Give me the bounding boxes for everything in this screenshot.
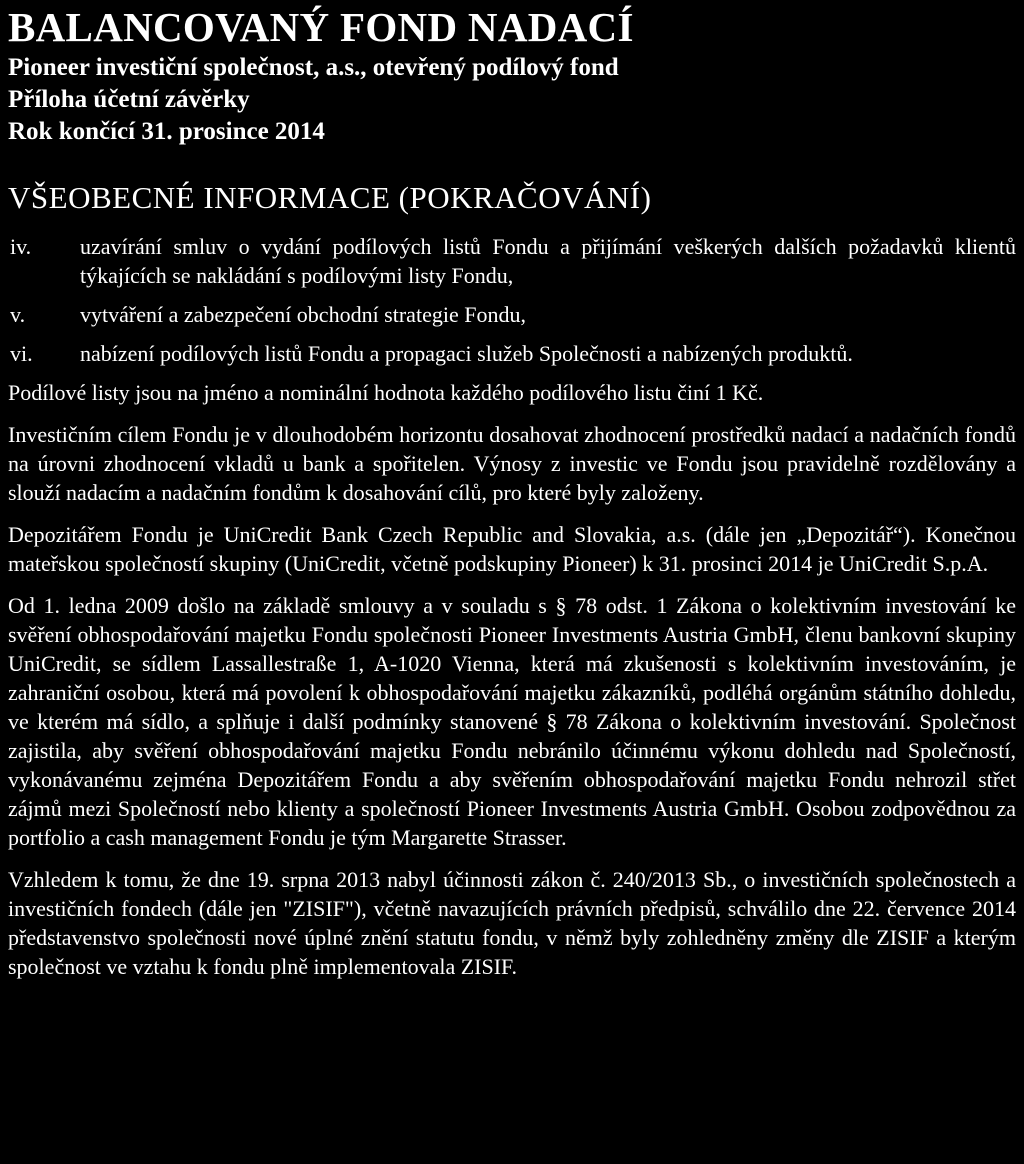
list-marker: iv.: [10, 234, 32, 259]
list-item-text: vytváření a zabezpečení obchodní strategie Fondu,: [80, 302, 526, 327]
list-marker: v.: [10, 302, 26, 327]
list-item: [8, 300, 1016, 329]
paragraph-management-delegation: Od 1. ledna 2009 došlo na základě smlouvy a v souladu s § 78 odst. 1 Zákona o kolektivním investování ke svěření obhospodařování majetku Fondu společnosti Pioneer Investments Austria GmbH, členu bankovní skupiny UniCredit, se sídlem Lassallestraße 1, A-1020 Vienna, která má zkušenosti s kolektivním investováním, je zahraniční osobou, která má povolení k obhospodařování majetku zákazníků, podléhá orgánům státního dohledu, ve kterém má sídlo, a splňuje i další podmínky stanovené § 78 Zákona o kolektivním investování. Společnost zajistila, aby svěření obhospodařování majetku Fondu nebránilo účinnému výkonu dohledu nad Společností, vykonávanému zejména Depozitářem Fondu a aby svěřením obhospodařování majetku Fondu nehrozil střet zájmů mezi Společností nebo klienty a společností Pioneer Investments Austria GmbH. Osobou zodpovědnou za portfolio a cash management Fondu je tým Margarette Strasser.: [8, 593, 1016, 850]
section-title: VŠEOBECNÉ INFORMACE (POKRAČOVÁNÍ): [8, 180, 652, 215]
list-item-text: uzavírání smluv o vydání podílových listů Fondu a přijímání veškerých dalších požadavků klientů týkajících se nakládání s podílovými listy Fondu,: [80, 234, 1016, 288]
company-name: Pioneer investiční společnost, a.s., otevřený podílový fond: [8, 54, 619, 81]
paragraph-units: Podílové listy jsou na jméno a nominální hodnota každého podílového listu činí 1 Kč.: [8, 380, 764, 405]
list-item-text: nabízení podílových listů Fondu a propagaci služeb Společnosti a nabízených produktů.: [80, 341, 853, 366]
list-item: [8, 232, 1016, 290]
list-item: [8, 339, 1016, 368]
list-marker: vi.: [10, 341, 33, 366]
paragraph-zisif: Vzhledem k tomu, že dne 19. srpna 2013 nabyl účinnosti zákon č. 240/2013 Sb., o investičních společnostech a investičních fondech (dále jen "ZISIF"), včetně navazujících právních předpisů, schválilo dne 22. července 2014 představenstvo společnosti nové úplné znění statutu fondu, v němž byly zohledněny změny dle ZISIF a kterým společnost ve vztahu k fondu plně implementovala ZISIF.: [8, 867, 1016, 979]
activity-list: [8, 232, 1016, 368]
paragraph-investment-goal: Investičním cílem Fondu je v dlouhodobém horizontu dosahovat zhodnocení prostředků nadací a nadačních fondů na úrovni zhodnocení vkladů u bank a spořitelen. Výnosy z investic ve Fondu jsou pravidelně rozdělovány a slouží nadacím a nadačním fondům k dosahování cílů, pro které byly založeny.: [8, 422, 1016, 505]
reporting-period: Rok končící 31. prosince 2014: [8, 118, 325, 145]
fund-title: BALANCOVANÝ FOND NADACÍ: [8, 4, 634, 50]
paragraph-depositary: Depozitářem Fondu je UniCredit Bank Czech Republic and Slovakia, a.s. (dále jen „Depozitář“). Konečnou mateřskou společností skupiny (UniCredit, včetně podskupiny Pioneer) k 31. prosinci 2014 je UniCredit S.p.A.: [8, 522, 1016, 576]
document-type: Příloha účetní závěrky: [8, 86, 250, 113]
